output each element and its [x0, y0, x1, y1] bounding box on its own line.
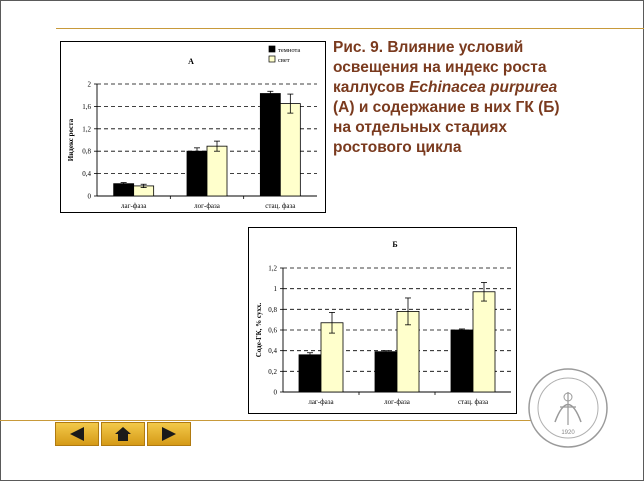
- bar: [207, 146, 227, 196]
- home-icon: [114, 426, 132, 442]
- navigation-bar: [55, 422, 193, 446]
- legend-label: темнота: [278, 47, 301, 54]
- y-tick-label: 2: [87, 80, 91, 89]
- bar: [473, 292, 495, 392]
- y-tick-label: 0,2: [268, 367, 277, 376]
- bar: [375, 352, 397, 392]
- chart-a: [60, 41, 326, 213]
- caption-line-3: каллусов: [333, 79, 410, 96]
- y-tick-label: 1: [273, 285, 277, 294]
- bar: [299, 355, 321, 392]
- legend-swatch: [269, 46, 275, 52]
- caption-line-5: на отдельных стадиях: [333, 119, 507, 136]
- arrow-right-icon: [160, 426, 178, 442]
- chart-a-svg: [61, 42, 325, 212]
- x-tick-label: лог-фаза: [194, 202, 220, 210]
- x-tick-label: лаг-фаза: [308, 398, 334, 406]
- legend-swatch: [269, 56, 275, 62]
- university-seal-icon: [527, 367, 609, 449]
- y-axis-label: Соде-ГК, % сухх.: [255, 302, 263, 358]
- y-tick-label: 0,8: [82, 147, 91, 156]
- legend-label: свет: [278, 57, 290, 64]
- home-button[interactable]: [101, 422, 145, 446]
- next-button[interactable]: [147, 422, 191, 446]
- chart-title: Б: [392, 240, 398, 249]
- caption-line-2: освещения на индекс роста: [333, 59, 547, 76]
- bar: [260, 94, 280, 196]
- y-tick-label: 0: [273, 388, 277, 397]
- caption-species: Echinacea purpurea: [409, 79, 558, 96]
- y-tick-label: 0,6: [268, 326, 277, 335]
- y-tick-label: 0,4: [268, 347, 277, 356]
- x-tick-label: стац. фаза: [457, 398, 489, 406]
- bar: [187, 151, 207, 196]
- seal-year: 1920: [561, 430, 575, 436]
- prev-button[interactable]: [55, 422, 99, 446]
- caption-line-4: (А) и содержание в них ГК (Б): [333, 99, 560, 116]
- y-tick-label: 0: [87, 192, 91, 201]
- chart-b: [248, 227, 517, 414]
- caption-line-1: Рис. 9. Влияние условий: [333, 39, 524, 56]
- caption-line-6: ростового цикла: [333, 139, 462, 156]
- x-tick-label: лог-фаза: [384, 398, 410, 406]
- y-axis-label: Индекс роста: [67, 118, 75, 162]
- bar: [280, 104, 300, 196]
- y-tick-label: 0,8: [268, 305, 277, 314]
- bar: [114, 184, 134, 196]
- figure-caption: [333, 38, 633, 158]
- y-tick-label: 1,2: [82, 125, 91, 134]
- chart-title: А: [188, 57, 194, 66]
- bottom-divider: [0, 420, 552, 421]
- y-tick-label: 0,4: [82, 170, 91, 179]
- chart-b-svg: [249, 228, 516, 413]
- y-tick-label: 1,6: [82, 102, 91, 111]
- arrow-left-icon: [68, 426, 86, 442]
- y-tick-label: 1,2: [268, 264, 277, 273]
- bar: [451, 330, 473, 392]
- x-tick-label: лаг-фаза: [121, 202, 147, 210]
- top-divider: [56, 28, 644, 29]
- x-tick-label: стац. фаза: [265, 202, 296, 210]
